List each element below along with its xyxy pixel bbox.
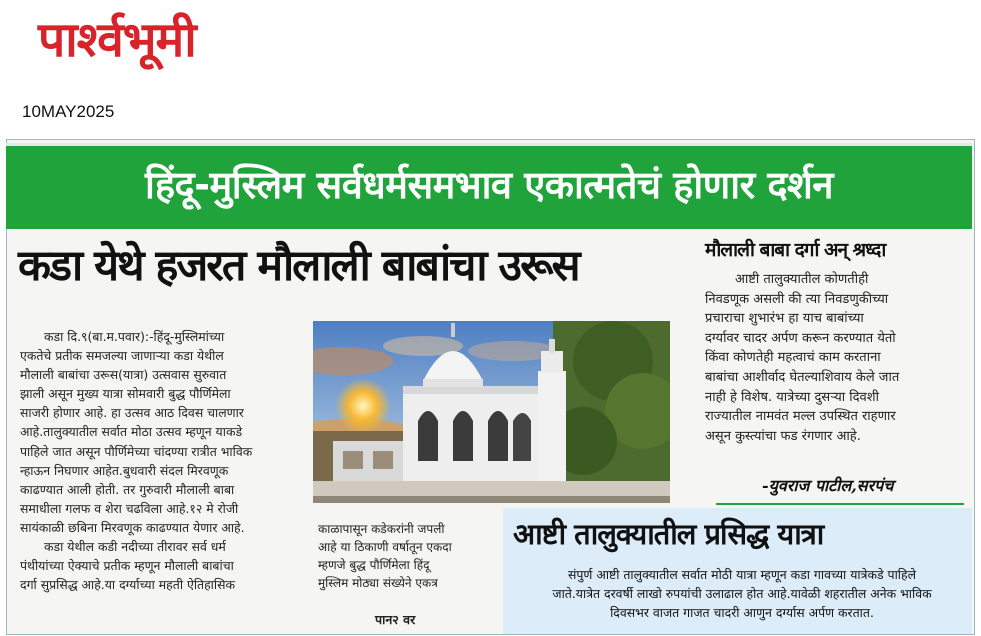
article-column-left <box>20 327 298 594</box>
sidebar-text <box>705 270 967 446</box>
main-headline: कडा येथे हजरत मौलाली बाबांचा उरूस <box>18 241 579 291</box>
continued-on-page: पान२ वर <box>375 612 416 627</box>
banner-headline: हिंदू-मुस्लिम सर्वधर्मसमभाव एकात्मतेचं होणार दर्शन <box>6 143 972 229</box>
yatra-line: जाते.यात्रेत दरवर्षी लाखो रुपयांची उलाढाल होत आहे.यावेळी शहरातील अनेक भाविक <box>552 586 932 602</box>
sidebar-line: राज्यातील नामवंत मल्ल उपस्थित राहणार <box>705 409 896 425</box>
sidebar-divider <box>716 503 964 505</box>
article-line: आहे.तालुक्यातील सर्वात मोठा उत्सव म्हणून याकडे <box>20 424 243 440</box>
article-line: एकतेचे प्रतीक समजल्या जाणाऱ्या कडा येथील <box>20 348 224 364</box>
article-line: पंथीयांच्या ऐक्याचे प्रतीक म्हणून मौलाली बाबांचा <box>20 558 234 574</box>
article-line: कडा दि.९(बा.म.पवार):-हिंदू-मुस्लिमांच्या <box>44 329 225 344</box>
sidebar-line: प्रचाराचा शुभारंभ हा याच बाबांच्या <box>705 311 864 327</box>
sidebar-line: निवडणूक असली की त्या निवडणुकीच्या <box>705 291 889 307</box>
article-line: काळापासून कडेकरांनी जपली <box>318 522 445 536</box>
article-line: झाली असून मुख्य यात्रा सोमवारी बुद्ध पौर्णिमेला <box>20 386 231 402</box>
sidebar-line: किंवा कोणतेही महत्वाचं काम करताना <box>705 350 881 366</box>
article-line: मौलाली बाबांचा उरूस(यात्रा) उत्सवास सुरुवात <box>20 367 227 383</box>
article-line: म्हणजे बुद्ध पौर्णिमेला हिंदू <box>318 558 430 572</box>
article-line: पाहिले जात असून पौर्णिमेच्या चांदण्या रात्रीत भाविक <box>20 443 253 459</box>
article-line: कडा येथील कडी नदीच्या तीरावर सर्व धर्म <box>44 539 226 555</box>
sidebar-line: बाबांचा आशीर्वाद घेतल्याशिवाय केले जात <box>705 369 900 385</box>
article-line: न्हाऊन निघणार आहेत.बुधवारी संदल मिरवणूक <box>20 462 229 478</box>
sidebar-line: असून कुस्त्यांचा फड रंगणार आहे. <box>705 428 861 444</box>
article-line: आहे या ठिकाणी वर्षातून एकदा <box>318 540 452 554</box>
masthead-logo: पार्श्वभूमी <box>38 12 196 68</box>
article-line: सायंकाळी छबिना मिरवणूक काढण्यात येणार आहे. <box>20 519 245 535</box>
sidebar-line: नाही हे विशेष. यात्रेच्या दुसऱ्या दिवशी <box>705 389 879 405</box>
article-line: काढण्यात आली होती. तर गुरुवारी मौलाली बाबा <box>20 481 235 497</box>
sidebar-title: मौलाली बाबा दर्गा अन् श्रध्दा <box>705 239 886 261</box>
yatra-text <box>516 565 968 623</box>
dargah-photo-illustration <box>313 321 670 503</box>
dargah-photo <box>313 321 670 503</box>
article-line: दर्गा सुप्रसिद्ध आहे.या दर्ग्याच्या महती ऐतिहासिक <box>20 577 235 593</box>
article-line: मुस्लिम मोठ्या संख्येने एकत्र <box>318 576 438 590</box>
article-line: समाधीला गलफ व शेरा चढविला आहे.१२ मे रोजी <box>20 500 239 516</box>
article-line: साजरी होणार आहे. हा उत्सव आठ दिवस चालणार <box>20 405 244 421</box>
yatra-title: आष्टी तालुक्यातील प्रसिद्ध यात्रा <box>513 517 824 551</box>
publication-date: 10MAY2025 <box>22 102 115 121</box>
sidebar-signature: -युवराज पाटील,सरपंच <box>762 476 894 495</box>
sidebar-line: आष्टी तालुक्यातील कोणतीही <box>735 272 869 287</box>
yatra-line: दिवसभर वाजत गाजत चादरी आणुन दर्ग्यास अर्पण करतात. <box>610 605 874 621</box>
yatra-line: संपुर्ण आष्टी तालुक्यातील सर्वात मोठी यात्रा म्हणून कडा गावच्या यात्रेकडे पाहिले <box>568 567 916 582</box>
article-column-middle <box>318 520 486 592</box>
sidebar-line: दर्ग्यावर चादर अर्पण करून करण्यात येतो <box>705 330 896 346</box>
